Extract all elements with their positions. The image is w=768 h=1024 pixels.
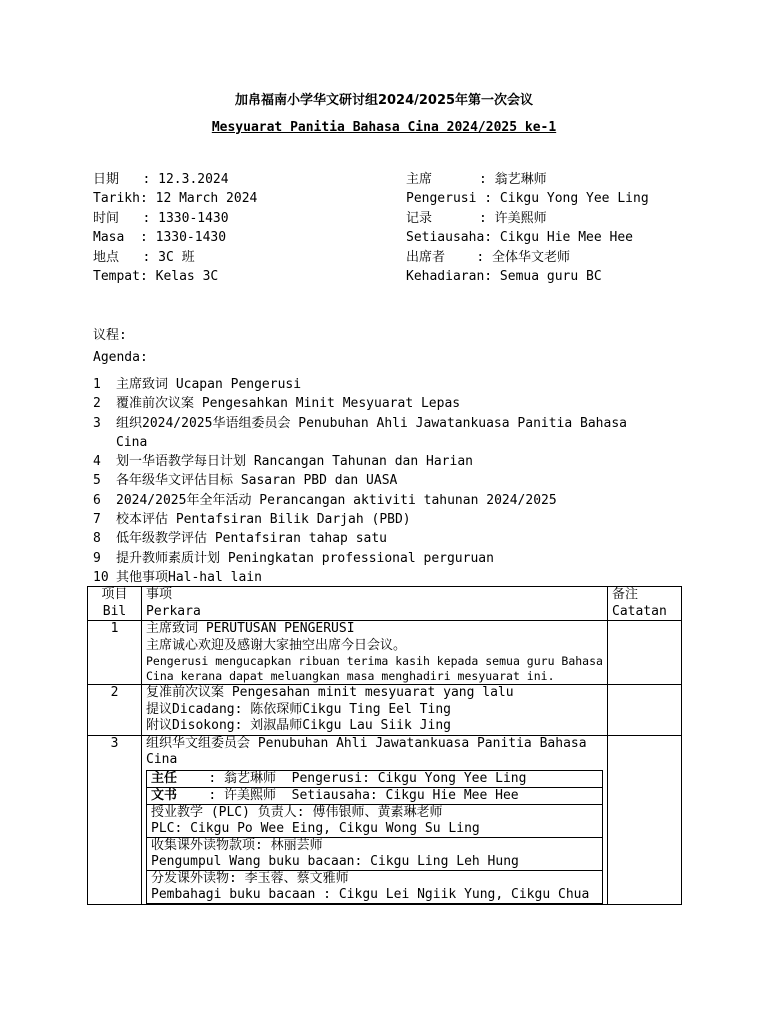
row-remarks bbox=[608, 621, 682, 685]
detail-row: Pengerusi : Cikgu Yong Yee Ling bbox=[406, 191, 649, 207]
row-content: 组织华文组委员会 Penubuhan Ahli Jawatankuasa Panitia Bahasa Cina 主任 : 翁艺琳师 Pengerusi: Cikgu Yong Yee Ling 文书 : 许美熙师 Setiausaha: Cikgu Hie Mee Hee 授业教学 (PLC) 负责人: 傅伟银师、黄素琳老师 PLC: Cikgu Po Wee Eing, Cikgu Wong Su Ling 收集课外读物款项: 林丽芸师 Pengumpul Wang buku bacaan: Cikgu Ling Leh Hung 分发课外读物: 李玉蓉、蔡文雅师 Pembahagi buku bacaan : Cikgu Lei Ngiik Yung, Cikgu Chua bbox=[142, 735, 608, 904]
agenda-item: 2 覆准前次议案 Pengesahkan Minit Mesyuarat Lepas bbox=[93, 396, 461, 412]
agenda-item: 1 主席致词 Ucapan Pengerusi bbox=[93, 377, 302, 392]
meeting-title-chinese: 加帛福南小学华文研讨组2024/2025年第一次会议 bbox=[234, 93, 534, 108]
table-row bbox=[88, 621, 682, 685]
detail-row: 地点 : 3C 班 bbox=[93, 249, 195, 265]
row-number: 2 bbox=[88, 685, 142, 736]
row-remarks bbox=[608, 685, 682, 736]
table-row bbox=[88, 685, 682, 736]
committee-table bbox=[146, 770, 603, 904]
committee-row: 授业教学 (PLC) 负责人: 傅伟银师、黄素琳老师 PLC: Cikgu Po Wee Eing, Cikgu Wong Su Ling bbox=[147, 804, 603, 837]
meeting-title-malay: Mesyuarat Panitia Bahasa Cina 2024/2025 ke-1 bbox=[211, 120, 557, 135]
detail-row: Tempat: Kelas 3C bbox=[93, 268, 219, 284]
agenda-item: 6 2024/2025年全年活动 Perancangan aktiviti tahunan 2024/2025 bbox=[93, 492, 557, 508]
agenda-heading-chinese: 议程: bbox=[93, 328, 127, 343]
committee-row: 收集课外读物款项: 林丽芸师 Pengumpul Wang buku bacaan: Cikgu Ling Leh Hung bbox=[147, 837, 603, 870]
detail-row: 记录 : 许美熙师 bbox=[406, 210, 547, 226]
detail-row: Setiausaha: Cikgu Hie Mee Hee bbox=[406, 230, 633, 246]
agenda-item: 7 校本评估 Pentafsiran Bilik Darjah (PBD) bbox=[93, 512, 411, 528]
header-bil: 项目 Bil bbox=[88, 587, 142, 621]
row-number: 3 bbox=[88, 735, 142, 904]
header-catatan: 备注 Catatan bbox=[608, 587, 682, 621]
agenda-item: 8 低年级教学评估 Pentafsiran tahap satu bbox=[93, 531, 388, 547]
agenda-item: 3 组织2024/2025华语组委员会 Penubuhan Ahli Jawatankuasa Panitia Bahasa Cina bbox=[93, 415, 627, 450]
table-header-row bbox=[88, 587, 682, 621]
detail-row: Tarikh: 12 March 2024 bbox=[93, 191, 258, 207]
detail-row: 时间 : 1330-1430 bbox=[93, 210, 229, 226]
table-row bbox=[88, 735, 682, 904]
committee-row: 主任 : 翁艺琳师 Pengerusi: Cikgu Yong Yee Ling bbox=[147, 770, 603, 787]
row-remarks bbox=[608, 735, 682, 904]
agenda-item: 5 各年级华文评估目标 Sasaran PBD dan UASA bbox=[93, 473, 398, 489]
row-content: 复准前次议案 Pengesahan minit mesyuarat yang lalu 提议Dicadang: 陈依琛师Cikgu Ting Eel Ting 附议Disokong: 刘淑晶师Cikgu Lau Siik Jing bbox=[142, 685, 608, 736]
committee-row: 分发课外读物: 李玉蓉、蔡文雅师 Pembahagi buku bacaan : Cikgu Lei Ngiik Yung, Cikgu Chua bbox=[147, 870, 603, 903]
agenda-item: 10 其他事项Hal-hal lain bbox=[93, 569, 262, 585]
row-content: 主席致词 PERUTUSAN PENGERUSI 主席诚心欢迎及感谢大家抽空出席今日会议。 Pengerusi mengucapkan ribuan terima kasih kepada semua guru Bahasa Cina kerana dapat meluangkan masa menghadiri mesyuarat ini. bbox=[142, 621, 608, 685]
meeting-details-right bbox=[406, 170, 649, 286]
meeting-details-left bbox=[93, 170, 257, 286]
agenda-item: 4 划一华语教学每日计划 Rancangan Tahunan dan Harian bbox=[93, 454, 473, 470]
committee-row: 文书 : 许美熙师 Setiausaha: Cikgu Hie Mee Hee bbox=[147, 787, 603, 804]
detail-row: 主席 : 翁艺琳师 bbox=[406, 172, 547, 187]
minutes-table bbox=[87, 586, 682, 905]
detail-row: 出席者 : 全体华文老师 bbox=[406, 249, 570, 265]
agenda-heading: Agenda: bbox=[93, 350, 148, 365]
header-perkara: 事项 Perkara bbox=[142, 587, 608, 621]
detail-row: Kehadiaran: Semua guru BC bbox=[406, 268, 602, 284]
detail-row: Masa : 1330-1430 bbox=[93, 230, 227, 246]
detail-row: 日期 : 12.3.2024 bbox=[93, 172, 229, 187]
agenda-item: 9 提升教师素质计划 Peningkatan professional perguruan bbox=[93, 550, 494, 566]
agenda-list bbox=[93, 375, 663, 587]
row-number: 1 bbox=[88, 621, 142, 685]
